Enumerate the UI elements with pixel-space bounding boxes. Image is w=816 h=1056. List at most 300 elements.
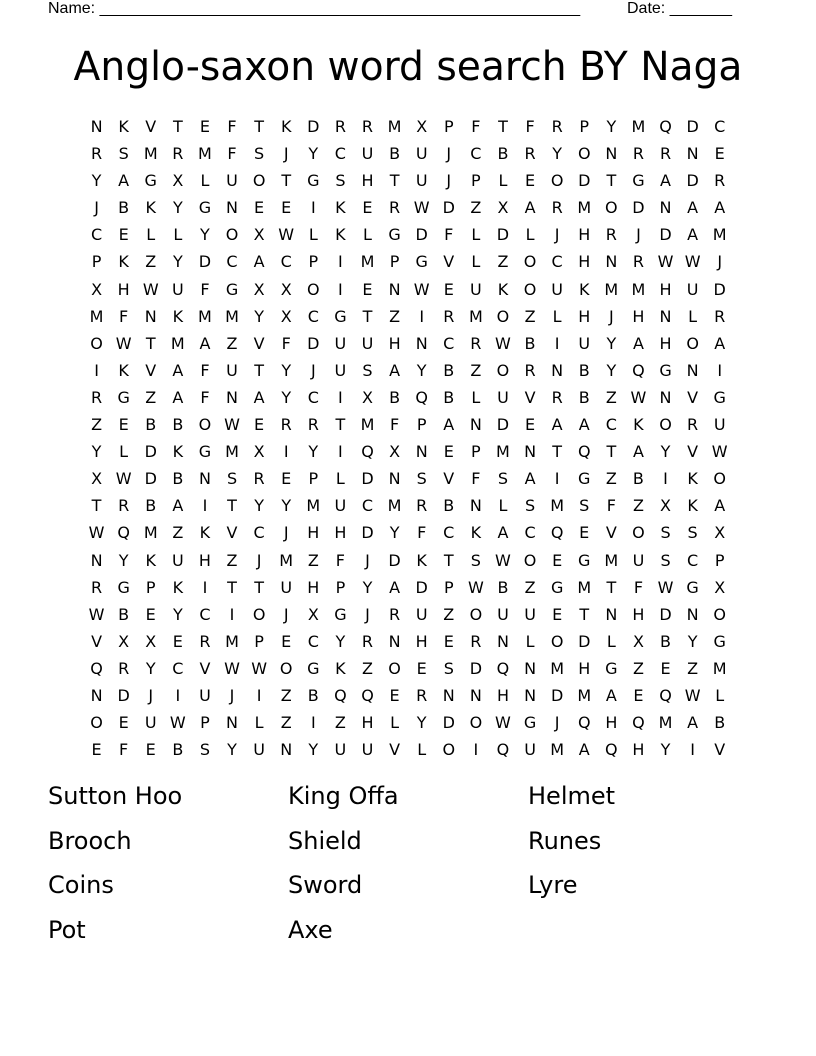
grid-letter[interactable]: T (606, 171, 617, 191)
grid-letter[interactable]: B (497, 144, 509, 164)
grid-letter[interactable]: D (144, 469, 157, 489)
grid-letter[interactable]: T (281, 171, 292, 191)
grid-letter[interactable]: F (606, 496, 616, 516)
grid-letter[interactable]: E (281, 469, 292, 489)
grid-letter[interactable]: D (550, 685, 564, 705)
grid-letter[interactable]: S (254, 144, 265, 164)
grid-letter[interactable]: X (632, 631, 644, 651)
grid-letter[interactable]: G (550, 577, 564, 597)
grid-letter[interactable]: O (577, 144, 591, 164)
grid-letter[interactable]: J (94, 198, 99, 218)
grid-letter[interactable]: R (389, 604, 401, 624)
grid-letter[interactable]: E (254, 415, 265, 435)
grid-letter[interactable]: W (684, 685, 701, 705)
grid-letter[interactable]: D (198, 252, 212, 272)
grid-letter[interactable]: H (659, 333, 672, 353)
grid-letter[interactable]: L (688, 306, 698, 326)
grid-letter[interactable]: B (172, 415, 184, 435)
grid-letter[interactable]: N (659, 198, 672, 218)
grid-letter[interactable]: A (172, 360, 184, 380)
grid-letter[interactable]: N (198, 469, 211, 489)
grid-letter[interactable]: L (335, 469, 345, 489)
grid-letter[interactable]: J (446, 144, 452, 164)
grid-letter[interactable]: M (279, 550, 294, 570)
grid-letter[interactable]: N (415, 442, 428, 462)
grid-letter[interactable]: B (714, 713, 726, 733)
grid-letter[interactable]: F (200, 387, 210, 407)
grid-letter[interactable]: I (202, 496, 208, 516)
grid-letter[interactable]: G (225, 279, 239, 299)
grid-letter[interactable]: M (604, 279, 619, 299)
grid-letter[interactable]: C (470, 144, 482, 164)
grid-letter[interactable]: T (552, 442, 563, 462)
grid-letter[interactable]: D (144, 442, 157, 462)
grid-letter[interactable]: L (471, 252, 481, 272)
grid-letter[interactable]: J (365, 550, 370, 570)
grid-letter[interactable]: R (714, 171, 726, 191)
grid-letter[interactable]: H (307, 523, 320, 543)
grid-letter[interactable]: I (94, 360, 99, 380)
grid-letter[interactable]: X (118, 631, 130, 651)
grid-letter[interactable]: B (145, 415, 157, 435)
grid-letter[interactable]: E (660, 658, 671, 678)
grid-letter[interactable]: N (442, 685, 455, 705)
grid-letter[interactable]: H (415, 631, 428, 651)
grid-letter[interactable]: V (714, 740, 726, 760)
grid-letter[interactable]: K (497, 279, 509, 299)
grid-letter[interactable]: M (360, 415, 375, 435)
grid-letter[interactable]: I (283, 442, 289, 462)
grid-letter[interactable]: Q (496, 658, 510, 678)
grid-letter[interactable]: D (415, 577, 428, 597)
grid-letter[interactable]: Q (605, 740, 618, 760)
grid-letter[interactable]: L (363, 225, 372, 245)
grid-letter[interactable]: U (713, 415, 726, 435)
grid-letter[interactable]: Q (632, 713, 645, 733)
grid-letter[interactable]: W (711, 442, 728, 462)
grid-letter[interactable]: A (524, 469, 536, 489)
grid-letter[interactable]: K (687, 469, 698, 489)
grid-letter[interactable]: F (389, 415, 400, 435)
grid-letter[interactable]: A (389, 360, 401, 380)
grid-letter[interactable]: Z (226, 550, 238, 570)
grid-letter[interactable]: X (145, 631, 157, 651)
grid-letter[interactable]: J (554, 225, 560, 245)
grid-letter[interactable]: B (660, 631, 671, 651)
grid-letter[interactable]: H (659, 279, 672, 299)
grid-letter[interactable]: V (443, 469, 455, 489)
grid-letter[interactable]: B (118, 604, 130, 624)
grid-letter[interactable]: N (686, 360, 699, 380)
grid-letter[interactable]: G (307, 658, 320, 678)
grid-letter[interactable]: W (278, 225, 295, 245)
grid-letter[interactable]: G (686, 577, 699, 597)
grid-letter[interactable]: U (144, 713, 157, 733)
grid-letter[interactable]: P (443, 117, 454, 136)
grid-letter[interactable]: N (388, 631, 401, 651)
grid-letter[interactable]: Y (118, 550, 129, 570)
grid-letter[interactable]: T (172, 117, 183, 136)
grid-letter[interactable]: I (229, 604, 235, 624)
grid-letter[interactable]: R (307, 415, 319, 435)
grid-letter[interactable]: N (469, 496, 482, 516)
grid-letter[interactable]: W (115, 333, 132, 353)
grid-letter[interactable]: V (226, 523, 238, 543)
grid-letter[interactable]: M (604, 550, 619, 570)
grid-letter[interactable]: R (90, 144, 103, 164)
grid-letter[interactable]: O (388, 658, 401, 678)
grid-letter[interactable]: C (280, 252, 292, 272)
grid-letter[interactable]: L (498, 496, 508, 516)
grid-letter[interactable]: F (471, 117, 481, 136)
grid-letter[interactable]: A (632, 442, 644, 462)
grid-letter[interactable]: A (687, 225, 699, 245)
grid-letter[interactable]: X (280, 306, 292, 326)
grid-letter[interactable]: U (415, 144, 428, 164)
grid-letter[interactable]: A (687, 713, 699, 733)
grid-letter[interactable]: Y (308, 442, 319, 462)
grid-letter[interactable]: W (467, 577, 484, 597)
grid-letter[interactable]: N (280, 740, 293, 760)
grid-letter[interactable]: E (281, 631, 292, 651)
grid-letter[interactable]: Z (280, 713, 292, 733)
grid-letter[interactable]: S (226, 469, 238, 489)
grid-letter[interactable]: W (657, 252, 674, 272)
grid-letter[interactable]: J (365, 604, 370, 624)
grid-letter[interactable]: B (443, 387, 455, 407)
grid-letter[interactable]: P (471, 171, 481, 191)
grid-letter[interactable]: O (523, 550, 537, 570)
grid-letter[interactable]: M (89, 306, 104, 326)
grid-letter[interactable]: O (469, 713, 483, 733)
grid-letter[interactable]: M (198, 144, 212, 164)
grid-letter[interactable]: G (117, 387, 130, 407)
grid-letter[interactable]: K (335, 198, 346, 218)
grid-letter[interactable]: Z (226, 333, 238, 353)
grid-letter[interactable]: X (172, 171, 184, 191)
grid-letter[interactable]: W (630, 387, 647, 407)
grid-letter[interactable]: S (524, 496, 536, 516)
grid-letter[interactable]: J (229, 685, 235, 705)
grid-letter[interactable]: K (280, 117, 292, 136)
grid-letter[interactable]: W (88, 523, 105, 543)
grid-letter[interactable]: M (712, 225, 727, 245)
grid-letter[interactable]: R (118, 658, 130, 678)
grid-letter[interactable]: Y (606, 117, 617, 136)
grid-letter[interactable]: M (550, 658, 565, 678)
grid-letter[interactable]: S (118, 144, 129, 164)
grid-letter[interactable]: W (115, 469, 132, 489)
grid-letter[interactable]: J (446, 171, 452, 191)
grid-letter[interactable]: Y (227, 740, 237, 760)
grid-letter[interactable]: D (442, 713, 455, 733)
grid-letter[interactable]: A (660, 171, 671, 191)
grid-letter[interactable]: E (362, 279, 373, 299)
grid-letter[interactable]: R (90, 387, 103, 407)
grid-letter[interactable]: E (145, 604, 156, 624)
grid-letter[interactable]: N (686, 604, 699, 624)
grid-letter[interactable]: U (497, 604, 509, 624)
grid-letter[interactable]: Y (200, 225, 210, 245)
grid-letter[interactable]: U (497, 387, 509, 407)
grid-letter[interactable]: N (524, 685, 537, 705)
grid-letter[interactable]: C (199, 604, 211, 624)
grid-letter[interactable]: L (606, 631, 616, 651)
grid-letter[interactable]: I (338, 442, 343, 462)
grid-letter[interactable]: P (200, 713, 210, 733)
grid-letter[interactable]: F (281, 333, 291, 353)
grid-letter[interactable]: Q (496, 740, 510, 760)
grid-letter[interactable]: Z (389, 306, 401, 326)
grid-letter[interactable]: D (388, 550, 401, 570)
grid-letter[interactable]: H (198, 550, 211, 570)
grid-letter[interactable]: E (416, 658, 427, 678)
grid-letter[interactable]: U (171, 279, 184, 299)
grid-letter[interactable]: V (253, 333, 265, 353)
grid-letter[interactable]: H (334, 523, 347, 543)
grid-letter[interactable]: S (579, 496, 590, 516)
grid-letter[interactable]: P (91, 252, 102, 272)
grid-letter[interactable]: L (173, 225, 183, 245)
grid-letter[interactable]: O (550, 171, 564, 191)
grid-letter[interactable]: M (143, 144, 158, 164)
grid-letter[interactable]: A (578, 415, 590, 435)
grid-letter[interactable]: H (632, 604, 645, 624)
grid-letter[interactable]: F (444, 225, 454, 245)
grid-letter[interactable]: N (226, 198, 238, 218)
grid-letter[interactable]: U (524, 604, 536, 624)
grid-letter[interactable]: D (578, 631, 591, 651)
grid-letter[interactable]: M (658, 713, 673, 733)
grid-letter[interactable]: Z (632, 496, 644, 516)
grid-letter[interactable]: Y (416, 360, 427, 380)
grid-letter[interactable]: O (198, 415, 212, 435)
grid-letter[interactable]: Z (497, 252, 509, 272)
grid-letter[interactable]: N (226, 387, 238, 407)
grid-letter[interactable]: R (443, 306, 455, 326)
grid-letter[interactable]: T (254, 577, 264, 597)
grid-letter[interactable]: D (578, 171, 591, 191)
grid-letter[interactable]: W (169, 713, 186, 733)
grid-letter[interactable]: V (687, 442, 699, 462)
grid-letter[interactable]: J (283, 523, 289, 543)
grid-letter[interactable]: Q (334, 685, 347, 705)
grid-letter[interactable]: O (252, 171, 266, 191)
grid-letter[interactable]: H (388, 333, 401, 353)
grid-letter[interactable]: E (91, 740, 102, 760)
grid-letter[interactable]: M (577, 577, 592, 597)
grid-letter[interactable]: Y (172, 198, 183, 218)
grid-letter[interactable]: X (253, 279, 265, 299)
grid-letter[interactable]: E (714, 144, 725, 164)
grid-letter[interactable]: J (310, 360, 316, 380)
grid-letter[interactable]: L (525, 631, 535, 651)
date-field[interactable]: Date: _______ (627, 0, 732, 17)
grid-letter[interactable]: C (443, 333, 455, 353)
grid-letter[interactable]: W (495, 333, 511, 353)
grid-letter[interactable]: Q (632, 360, 645, 380)
grid-letter[interactable]: Y (172, 252, 183, 272)
grid-letter[interactable]: N (659, 306, 672, 326)
grid-letter[interactable]: T (145, 333, 156, 353)
grid-letter[interactable]: Q (117, 523, 130, 543)
grid-letter[interactable]: B (443, 496, 455, 516)
grid-letter[interactable]: O (307, 279, 320, 299)
grid-letter[interactable]: I (202, 577, 208, 597)
grid-letter[interactable]: F (200, 360, 210, 380)
grid-letter[interactable]: P (254, 631, 264, 651)
grid-letter[interactable]: F (200, 279, 210, 299)
grid-letter[interactable]: R (361, 631, 374, 651)
grid-letter[interactable]: X (714, 577, 726, 597)
grid-letter[interactable]: X (497, 198, 509, 218)
grid-letter[interactable]: Y (606, 360, 617, 380)
grid-letter[interactable]: E (172, 631, 183, 651)
grid-letter[interactable]: W (224, 415, 240, 435)
grid-letter[interactable]: O (550, 631, 564, 651)
grid-letter[interactable]: M (577, 198, 592, 218)
grid-letter[interactable]: W (224, 658, 240, 678)
grid-letter[interactable]: D (307, 333, 320, 353)
grid-letter[interactable]: S (443, 658, 454, 678)
grid-letter[interactable]: T (254, 117, 264, 136)
grid-letter[interactable]: A (497, 523, 509, 543)
grid-letter[interactable]: N (90, 117, 103, 136)
grid-letter[interactable]: F (335, 550, 345, 570)
grid-letter[interactable]: G (713, 387, 726, 407)
grid-letter[interactable]: D (496, 225, 510, 245)
grid-letter[interactable]: E (524, 171, 536, 191)
grid-letter[interactable]: M (225, 631, 239, 651)
grid-letter[interactable]: P (335, 577, 346, 597)
grid-letter[interactable]: R (118, 496, 130, 516)
grid-letter[interactable]: Q (361, 442, 374, 462)
grid-letter[interactable]: G (578, 550, 591, 570)
grid-letter[interactable]: Q (90, 658, 103, 678)
grid-letter[interactable]: U (226, 171, 238, 191)
grid-letter[interactable]: Y (281, 496, 292, 516)
grid-letter[interactable]: Y (660, 740, 671, 760)
grid-letter[interactable]: S (470, 550, 481, 570)
grid-letter[interactable]: P (471, 442, 481, 462)
grid-letter[interactable]: Z (443, 604, 455, 624)
grid-letter[interactable]: F (119, 740, 129, 760)
grid-letter[interactable]: I (554, 469, 560, 489)
grid-letter[interactable]: W (657, 577, 674, 597)
grid-letter[interactable]: M (360, 252, 375, 272)
grid-letter[interactable]: V (145, 360, 157, 380)
grid-letter[interactable]: H (117, 279, 130, 299)
grid-letter[interactable]: P (579, 117, 590, 136)
grid-letter[interactable]: R (632, 252, 644, 272)
grid-letter[interactable]: P (145, 577, 156, 597)
grid-letter[interactable]: R (605, 225, 617, 245)
grid-letter[interactable]: E (281, 198, 292, 218)
grid-letter[interactable]: R (524, 360, 536, 380)
grid-letter[interactable]: Y (606, 333, 617, 353)
grid-letter[interactable]: H (361, 713, 374, 733)
grid-letter[interactable]: Y (687, 631, 698, 651)
grid-letter[interactable]: D (415, 225, 428, 245)
grid-letter[interactable]: V (389, 740, 401, 760)
grid-letter[interactable]: N (388, 469, 401, 489)
grid-letter[interactable]: O (523, 252, 537, 272)
grid-letter[interactable]: M (170, 333, 185, 353)
grid-letter[interactable]: S (335, 171, 346, 191)
grid-letter[interactable]: Y (660, 442, 671, 462)
grid-letter[interactable]: J (636, 225, 641, 245)
grid-letter[interactable]: N (415, 333, 428, 353)
grid-letter[interactable]: A (714, 496, 726, 516)
grid-letter[interactable]: R (687, 415, 699, 435)
grid-letter[interactable]: Y (552, 144, 563, 164)
grid-letter[interactable]: I (717, 360, 723, 380)
name-field[interactable]: Name: ______________________________________________________ (48, 0, 581, 17)
grid-letter[interactable]: O (523, 279, 537, 299)
grid-letter[interactable]: G (415, 252, 428, 272)
grid-letter[interactable]: T (227, 577, 237, 597)
grid-letter[interactable]: E (524, 415, 536, 435)
grid-letter[interactable]: Z (334, 713, 346, 733)
grid-letter[interactable]: K (578, 279, 590, 299)
grid-letter[interactable]: E (443, 631, 454, 651)
grid-letter[interactable]: A (524, 198, 536, 218)
grid-letter[interactable]: V (605, 523, 617, 543)
grid-letter[interactable]: N (469, 415, 482, 435)
grid-letter[interactable]: H (578, 306, 591, 326)
grid-letter[interactable]: N (524, 658, 537, 678)
grid-letter[interactable]: I (419, 306, 425, 326)
grid-letter[interactable]: N (605, 604, 618, 624)
grid-letter[interactable]: I (338, 252, 343, 272)
grid-letter[interactable]: E (552, 550, 563, 570)
grid-letter[interactable]: Z (605, 387, 617, 407)
grid-letter[interactable]: O (90, 713, 103, 733)
grid-letter[interactable]: W (495, 713, 511, 733)
grid-letter[interactable]: R (551, 117, 563, 136)
grid-letter[interactable]: A (551, 415, 563, 435)
grid-letter[interactable]: L (715, 685, 725, 705)
grid-letter[interactable]: D (442, 198, 455, 218)
grid-letter[interactable]: Y (416, 713, 427, 733)
grid-letter[interactable]: B (497, 577, 509, 597)
grid-letter[interactable]: K (118, 252, 129, 272)
grid-letter[interactable]: Y (145, 658, 156, 678)
grid-letter[interactable]: A (605, 685, 617, 705)
grid-letter[interactable]: S (362, 360, 373, 380)
grid-letter[interactable]: A (632, 333, 644, 353)
grid-letter[interactable]: M (468, 306, 483, 326)
grid-letter[interactable]: Z (470, 198, 482, 218)
grid-letter[interactable]: Z (145, 252, 157, 272)
grid-letter[interactable]: C (334, 144, 346, 164)
grid-letter[interactable]: Z (145, 387, 157, 407)
grid-letter[interactable]: S (687, 523, 698, 543)
grid-letter[interactable]: C (253, 523, 265, 543)
grid-letter[interactable]: J (717, 252, 723, 272)
grid-letter[interactable]: B (118, 198, 130, 218)
grid-letter[interactable]: T (498, 117, 508, 136)
grid-letter[interactable]: J (283, 604, 289, 624)
grid-letter[interactable]: R (470, 333, 482, 353)
grid-letter[interactable]: N (605, 252, 618, 272)
grid-letter[interactable]: A (714, 198, 726, 218)
grid-letter[interactable]: C (90, 225, 103, 245)
grid-letter[interactable]: Z (91, 415, 103, 435)
grid-letter[interactable]: C (443, 523, 455, 543)
grid-letter[interactable]: L (471, 387, 481, 407)
grid-letter[interactable]: B (578, 360, 590, 380)
